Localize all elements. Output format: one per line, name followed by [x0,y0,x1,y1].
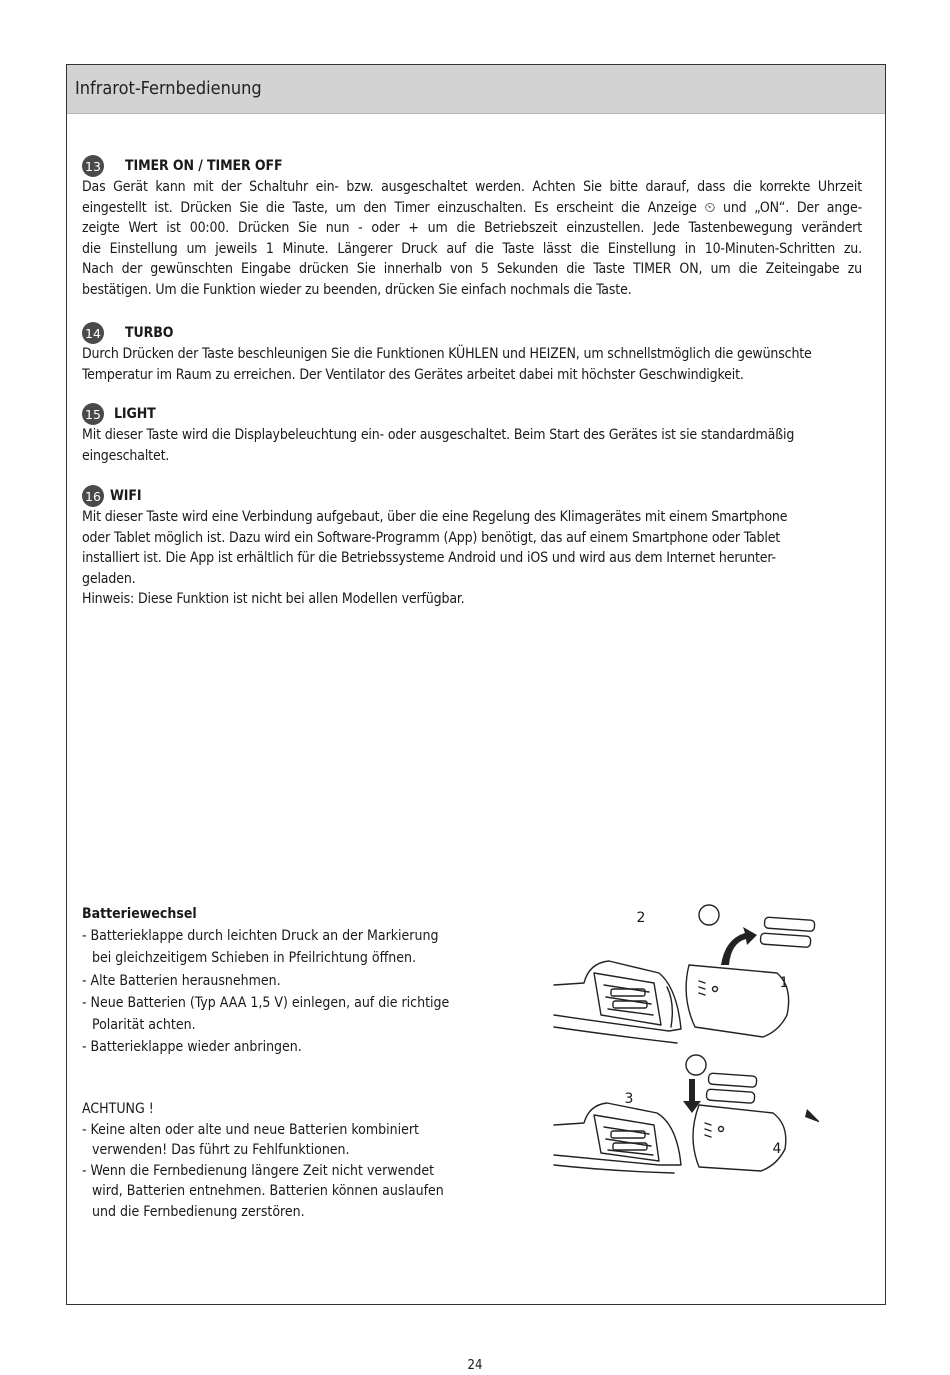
text-line: - Alte Batterien herausnehmen. [82,972,281,989]
step-marker-icon [699,905,719,925]
text-line: bei gleichzeitigem Schieben in Pfeilrichtung öffnen. [92,950,416,967]
section-wifi [82,485,862,610]
text-line: - Keine alten oder alte und neue Batterien kombiniert [82,1121,419,1138]
remote-open-illustration [554,961,789,1043]
section-text [82,507,862,610]
section-title: WIFI [110,488,142,504]
section-header [67,65,885,114]
battery-icon [706,1073,757,1103]
section-text [82,177,862,301]
text-line: wird, Batterien entnehmen. Batterien können auslaufen [92,1183,444,1200]
section-title: TURBO [125,325,174,341]
text-line: Polarität achten. [92,1017,196,1034]
section-light [82,403,862,466]
section-text [82,425,862,466]
section-timer [82,155,862,301]
section-number-badge: 13 [82,155,104,177]
remote-close-illustration [554,1103,786,1173]
section-title: LIGHT [114,406,156,422]
battery-instructions [82,903,532,1058]
text-line: eingestellt ist. Drücken Sie die Taste, um den Timer einzuschalten. Es erscheint die Anzeige ⏲ und „ON“. Der ange- [82,199,862,216]
page-number: 24 [467,1358,483,1373]
section-text [82,344,862,385]
text-line: Mit dieser Taste wird die Displaybeleuchtung ein- oder ausgeschaltet. Beim Start des Gerätes ist sie standardmäßig [82,427,795,443]
text-line: und die Fernbedienung zerstören. [92,1203,305,1220]
text-line: verwenden! Das führt zu Fehlfunktionen. [92,1142,350,1159]
step-label-4: 4 [772,1141,782,1157]
step-label-2: 2 [636,910,646,926]
text-line: Hinweis: Diese Funktion ist nicht bei allen Modellen verfügbar. [82,591,465,608]
section-number-badge: 16 [82,485,104,507]
text-line: zeigte Wert ist 00:00. Drücken Sie nun - oder + um die Betriebszeit einzustellen. Jede Tastenbewegung verändert [82,220,862,237]
step-marker-icon [686,1055,706,1075]
header-title: Infrarot-Fernbedienung [75,78,262,99]
content-frame [66,64,886,1305]
section-number-badge: 14 [82,322,104,344]
text-line: eingeschaltet. [82,447,170,464]
text-line: Das Gerät kann mit der Schaltuhr ein- bzw. ausgeschaltet werden. Achten Sie bitte darauf, dass die korrekte Uhrzeit [82,179,862,195]
text-line: geladen. [82,570,136,587]
battery-icon [760,917,815,947]
step-label-1: 1 [779,975,789,991]
text-line: Temperatur im Raum zu erreichen. Der Ventilator des Gerätes arbeitet dabei mit höchster Geschwindigkeit. [82,366,744,383]
text-line: Mit dieser Taste wird eine Verbindung aufgebaut, über die eine Regelung des Klimagerätes mit einem Smartphone [82,509,788,525]
battery-change-illustration [549,903,819,1233]
warning-title: ACHTUNG ! [82,1101,154,1117]
battery-title: Batteriewechsel [82,906,197,922]
text-line: - Wenn die Fernbedienung längere Zeit nicht verwendet [82,1162,435,1179]
text-line: die Einstellung um jeweils 1 Minute. Längerer Druck auf die Taste lässt die Einstellung in 10-Minuten-Schritten zu. [82,240,862,257]
text-line: Durch Drücken der Taste beschleunigen Sie die Funktionen KÜHLEN und HEIZEN, um schnellstmöglich die gewünschte [82,346,812,362]
text-line: oder Tablet möglich ist. Dazu wird ein Software-Programm (App) benötigt, das auf einem Smartphone oder Tablet [82,529,781,546]
text-line: installiert ist. Die App ist erhältlich für die Betriebssysteme Android und iOS und wird aus dem Internet herunter- [82,550,776,567]
curved-arrow-icon [721,927,757,965]
section-turbo [82,322,862,385]
text-line: bestätigen. Um die Funktion wieder zu beenden, drücken Sie einfach nochmals die Taste. [82,281,632,298]
step-label-3: 3 [624,1091,634,1107]
text-line: - Neue Batterien (Typ AAA 1,5 V) einlegen, auf die richtige [82,994,450,1011]
push-arrow-icon [805,1109,819,1123]
warning-block [82,1099,532,1223]
section-number-badge: 15 [82,403,104,425]
text-line: - Batterieklappe wieder anbringen. [82,1039,302,1056]
text-line: - Batterieklappe durch leichten Druck an der Markierung [82,928,439,945]
section-title: TIMER ON / TIMER OFF [125,158,283,174]
text-line: Nach der gewünschten Eingabe drücken Sie innerhalb von 5 Sekunden die Taste TIMER ON, um die Zeiteingabe zu [82,261,862,278]
